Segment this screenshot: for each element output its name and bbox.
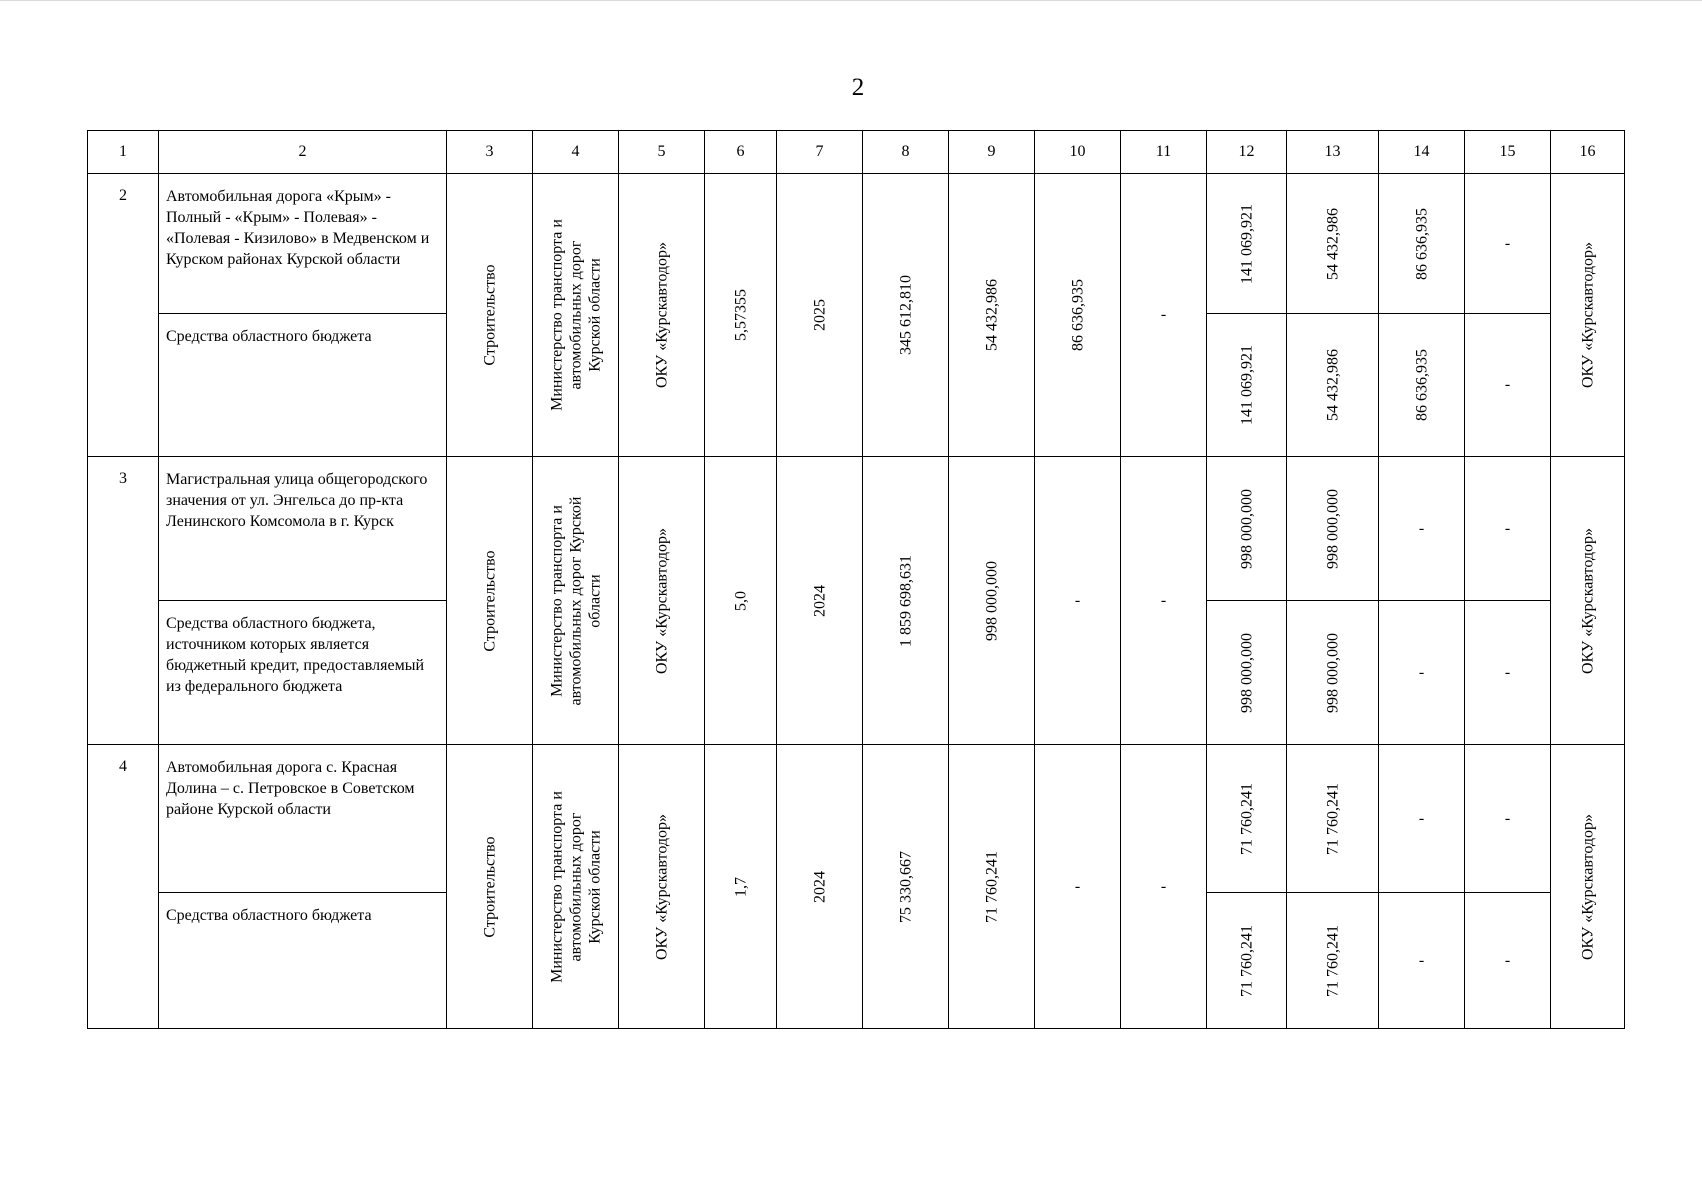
value-col13: 54 432,986 [1324,207,1341,280]
year-cell [777,174,863,457]
executor-cell [619,174,705,457]
column-header: 3 [447,131,533,174]
value-col11: - [1160,306,1167,323]
executor: ОКУ «Курскавтодор» [653,527,670,674]
col10-cell [1035,457,1121,745]
col8-cell [863,174,949,457]
column-header: 2 [159,131,447,174]
work-type: Строительство [481,835,498,938]
value-col11: - [1160,591,1167,609]
customer-cell [533,457,619,745]
object-name: Автомобильная дорога «Крым» - Полный - «Крым» - Полевая» - «Полевая - Кизилово» в Медвенском и Курском районах Курской области [159,174,447,314]
value-col14: - [1418,663,1425,681]
value-col12: 141 069,921 [1238,203,1255,284]
length-cell [705,174,777,457]
col8-cell [863,745,949,1029]
funding-source: Средства областного бюджета, источником которых является бюджетный кредит, предоставляемый из федерального бюджета [159,601,447,745]
funding-source: Средства областного бюджета [159,893,447,1029]
column-header: 12 [1207,131,1287,174]
length-cell [705,745,777,1029]
col15-cell [1465,457,1551,601]
col14-cell [1379,174,1465,314]
scan-top-edge [0,0,1702,1]
value-col14: - [1418,809,1425,827]
total-cost: 75 330,667 [897,850,914,923]
col14-cell [1379,601,1465,745]
value-col15: - [1504,663,1511,681]
page-number: 2 [851,74,865,101]
value-col12: 71 760,241 [1238,782,1255,855]
value-col15: - [1504,234,1511,252]
col14-cell [1379,745,1465,893]
column-header: 13 [1287,131,1379,174]
value-col16: ОКУ «Курскавтодор» [1579,241,1596,389]
col12-cell [1207,314,1287,457]
value-col13: 71 760,241 [1324,782,1341,855]
value-col10: 86 636,935 [1069,279,1086,351]
col11-cell [1121,174,1207,457]
value-col15: - [1504,376,1511,393]
customer-line: автомобильных дорог [567,240,584,390]
col12-cell [1207,601,1287,745]
col13-cell [1287,314,1379,457]
col9-cell [949,174,1035,457]
work-type-cell [447,174,533,457]
col16-cell [1551,457,1625,745]
value-col11: - [1160,877,1167,895]
column-header: 15 [1465,131,1551,174]
column-header: 8 [863,131,949,174]
customer-cell [533,745,619,1029]
year: 2024 [811,870,828,903]
year: 2025 [811,299,828,331]
object-name: Автомобильная дорога с. Красная Долина – с. Петровское в Советском районе Курской области [159,745,447,893]
col12-cell [1207,745,1287,893]
row-number: 3 [88,457,159,745]
col15-cell [1465,893,1551,1029]
year-cell [777,457,863,745]
row-number: 4 [88,745,159,1029]
row-number: 2 [88,174,159,457]
customer [547,791,604,983]
length: 5,57355 [732,289,749,341]
col14-cell [1379,457,1465,601]
value-col14: 86 636,935 [1413,349,1430,421]
projects-table [87,130,1625,1029]
column-header: 5 [619,131,705,174]
total-cost: 1 859 698,631 [897,554,914,647]
col15-cell [1465,174,1551,314]
value-col12: 71 760,241 [1238,924,1255,997]
col12-cell [1207,893,1287,1029]
customer-line: Министерство транспорта и [548,219,565,411]
customer-line: Министерство транспорта и [548,790,565,983]
col15-cell [1465,314,1551,457]
customer [547,496,604,705]
work-type-cell [447,745,533,1029]
length-cell [705,457,777,745]
value-col15: - [1504,809,1511,827]
col14-cell [1379,314,1465,457]
column-header: 1 [88,131,159,174]
work-type: Строительство [481,264,498,366]
value-col9: 998 000,000 [983,560,1000,641]
executor: ОКУ «Курскавтодор» [653,241,670,389]
value-col10: - [1074,877,1081,895]
value-col9: 71 760,241 [983,850,1000,923]
customer-line: автомобильных дорог Курской [567,496,584,705]
value-col16: ОКУ «Курскавтодор» [1579,527,1596,674]
column-header: 14 [1379,131,1465,174]
value-col15: - [1504,951,1511,969]
col13-cell [1287,457,1379,601]
col13-cell [1287,174,1379,314]
length: 1,7 [732,876,749,897]
value-col15: - [1504,519,1511,537]
customer-line: области [586,573,603,628]
column-header: 11 [1121,131,1207,174]
value-col10: - [1074,591,1081,609]
column-header: 7 [777,131,863,174]
value-col14: 86 636,935 [1413,207,1430,280]
value-col12: 998 000,000 [1238,632,1255,713]
customer-line: Министерство транспорта и [548,504,565,697]
col16-cell [1551,174,1625,457]
col9-cell [949,745,1035,1029]
value-col9: 54 432,986 [983,279,1000,351]
customer [547,219,604,411]
value-col13: 998 000,000 [1324,488,1341,569]
col12-cell [1207,457,1287,601]
value-col14: - [1418,519,1425,537]
value-col13: 54 432,986 [1324,349,1341,421]
length: 5,0 [732,590,749,611]
value-col12: 998 000,000 [1238,488,1255,569]
executor-cell [619,745,705,1029]
table-row [88,457,1625,601]
col12-cell [1207,174,1287,314]
col9-cell [949,457,1035,745]
year-cell [777,745,863,1029]
col11-cell [1121,745,1207,1029]
col11-cell [1121,457,1207,745]
col13-cell [1287,893,1379,1029]
value-col14: - [1418,951,1425,969]
col13-cell [1287,601,1379,745]
value-col12: 141 069,921 [1238,345,1255,425]
column-header: 16 [1551,131,1625,174]
total-cost: 345 612,810 [897,275,914,355]
table-row [88,174,1625,314]
customer-line: Курской области [586,258,603,372]
work-type: Строительство [481,549,498,652]
executor: ОКУ «Курскавтодор» [653,813,670,960]
work-type-cell [447,457,533,745]
value-col13: 998 000,000 [1324,632,1341,713]
col8-cell [863,457,949,745]
customer-line: Курской области [586,829,603,944]
column-header: 6 [705,131,777,174]
column-header: 10 [1035,131,1121,174]
column-header: 4 [533,131,619,174]
col10-cell [1035,745,1121,1029]
table-row [88,745,1625,893]
col15-cell [1465,745,1551,893]
col16-cell [1551,745,1625,1029]
header-row [88,131,1625,174]
col15-cell [1465,601,1551,745]
year: 2024 [811,584,828,617]
executor-cell [619,457,705,745]
customer-cell [533,174,619,457]
value-col16: ОКУ «Курскавтодор» [1579,813,1596,960]
object-name: Магистральная улица общегородского значения от ул. Энгельса до пр-кта Ленинского Комсомола в г. Курск [159,457,447,601]
column-header: 9 [949,131,1035,174]
col10-cell [1035,174,1121,457]
value-col13: 71 760,241 [1324,924,1341,997]
col14-cell [1379,893,1465,1029]
customer-line: автомобильных дорог [567,812,584,961]
col13-cell [1287,745,1379,893]
funding-source: Средства областного бюджета [159,314,447,457]
